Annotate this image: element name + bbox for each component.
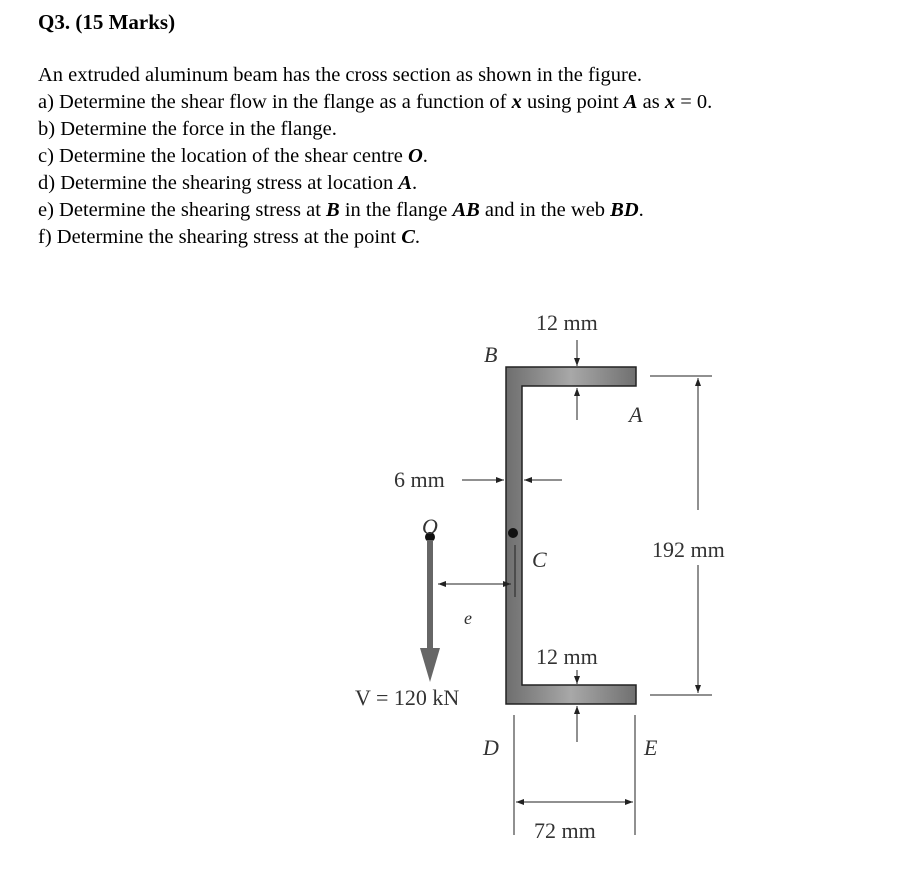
- eccentricity-label: e: [464, 608, 472, 628]
- load-arrow-head: [420, 648, 440, 682]
- point-o-label: O: [422, 514, 438, 539]
- intro-text: An extruded aluminum beam has the cross section as shown in the figure.: [38, 64, 643, 86]
- load-label: V = 120 kN: [355, 685, 460, 710]
- part-e: e) Determine the shearing stress at B in the flange AB and in the web BD.: [38, 199, 644, 221]
- bottom-flange-thickness-label: 12 mm: [536, 644, 598, 669]
- point-b-label: B: [484, 342, 498, 367]
- load-arrow-shaft: [427, 540, 433, 650]
- point-e-label: E: [644, 735, 658, 760]
- top-flange-thickness-label: 12 mm: [536, 310, 598, 335]
- part-c: c) Determine the location of the shear centre O.: [38, 145, 428, 167]
- centroid-point: [508, 528, 518, 538]
- question-title: Q3. (15 Marks): [38, 10, 176, 34]
- part-b: b) Determine the force in the flange.: [38, 118, 337, 140]
- width-label: 72 mm: [534, 818, 596, 843]
- web-thickness-label: 6 mm: [394, 467, 445, 492]
- part-f: f) Determine the shearing stress at the point C.: [38, 226, 421, 248]
- point-c-label: C: [532, 547, 547, 572]
- point-d-label: D: [483, 735, 499, 760]
- point-a-label: A: [629, 402, 643, 427]
- part-d: d) Determine the shearing stress at location A.: [38, 172, 418, 194]
- height-label: 192 mm: [652, 537, 725, 562]
- part-a: a) Determine the shear flow in the flange as a function of x using point A as x = 0.: [38, 91, 713, 113]
